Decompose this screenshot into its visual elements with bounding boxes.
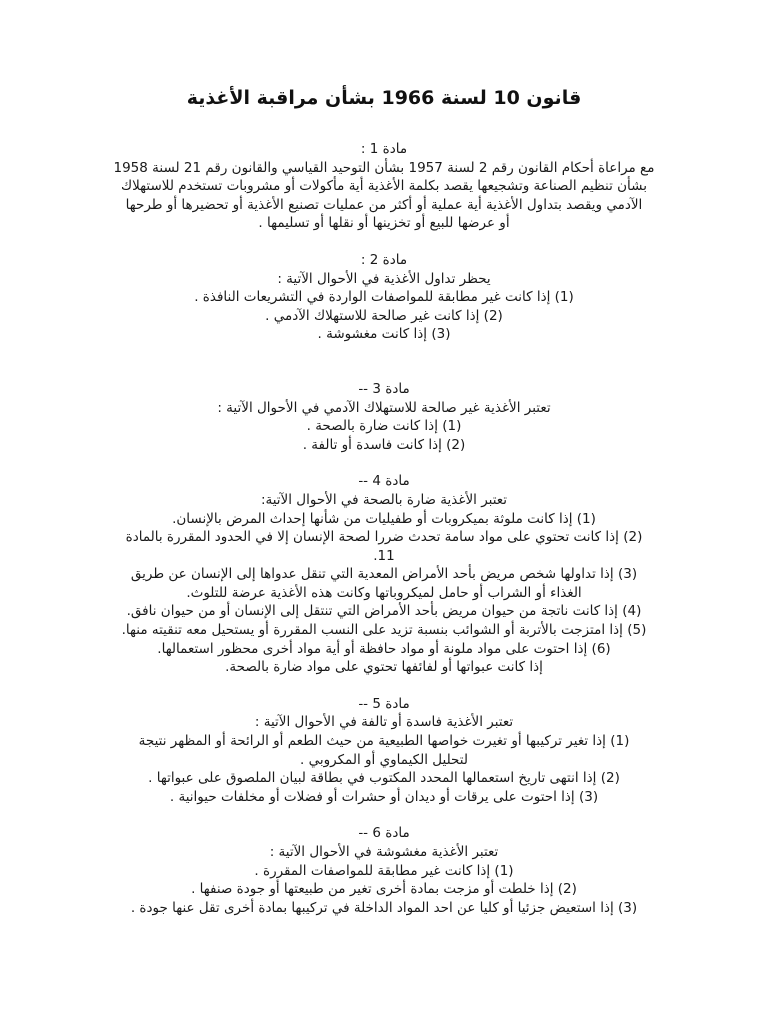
article-line: 11. [373,547,395,564]
article-line: تعتبر الأغذية ضارة بالصحة في الأحوال الآتية: [260,491,508,508]
article-line: (2) إذا خلطت أو مزجت بمادة أخرى تغير من طبيعتها أو جودة صنفها . [191,881,577,898]
article-line: (2) إذا انتهى تاريخ استعمالها المحدد المكتوب في بطاقة لبيان الملصوق على عبواتها . [148,770,620,787]
article-2 [110,251,658,344]
article-line: (3) إذا كانت مغشوشة . [317,326,451,343]
article-heading: مادة 6 -- [358,825,410,842]
article-line: (1) إذا تغير تركيبها أو تغيرت خواصها الطبيعية من حيث الطعم أو الرائحة أو المظهر نتيجة [138,733,630,750]
article-4 [110,472,658,677]
article-line: (1) إذا كانت غير مطابقة للمواصفات الواردة في التشريعات النافذة . [194,289,574,306]
article-line: الآدمي ويقصد بتداول الأغذية أية عملية أو أكثر من عمليات تصنيع الأغذية أو تحضيرها أو طرحها [125,196,643,213]
article-line: تعتبر الأغذية فاسدة أو تالفة في الأحوال الآتية : [254,714,514,731]
article-line: (1) إذا كانت ملوثة بميكروبات أو طفيليات من شأنها إحداث المرض بالإنسان. [172,510,596,527]
article-line: (2) إذا كانت غير صالحة للاستهلاك الآدمي . [265,307,503,324]
article-heading: مادة 4 -- [358,473,410,490]
article-line: يحظر تداول الأغذية في الأحوال الآتية : [277,270,491,287]
article-line: (3) إذا تداولها شخص مريض بأحد الأمراض المعدية التي تنقل عدواها إلى الإنسان عن طريق [130,566,638,583]
article-line: (4) إذا كانت ناتجة من حيوان مريض بأحد الأمراض التي تنتقل إلى الإنسان أو من حيوان نافق. [126,603,642,620]
article-5 [110,695,658,807]
article-line: (1) إذا كانت غير مطابقة للمواصفات المقررة . [254,862,514,879]
article-line: إذا كانت عبواتها أو لفائفها تحتوي على مواد ضارة بالصحة. [225,659,543,676]
article-line: لتحليل الكيماوي أو المكروبي . [300,751,468,768]
article-line: (5) إذا امتزجت بالأتربة أو الشوائب بنسبة تزيد على النسب المقررة أو يستحيل معه تنقيته منها. [121,622,647,639]
article-heading: مادة 2 : [360,251,408,268]
article-line: بشأن تنظيم الصناعة وتشجيعها يقصد بكلمة الأغذية أية مأكولات أو مشروبات تستخدم للاستهلاك [121,178,647,195]
article-6 [110,824,658,917]
article-1 [110,140,658,233]
article-line: (3) إذا استعيض جزئيا أو كليا عن احد المواد الداخلة في تركيبها بمادة أخرى تقل عنها جودة . [130,899,638,916]
article-line: (2) إذا كانت تحتوي على مواد سامة تحدث ضررا لصحة الإنسان إلا في الحدود المقررة بالمادة [125,529,643,546]
article-3 [110,380,658,454]
article-line: (6) إذا احتوت على مواد ملونة أو مواد حافظة أو أية مواد أخرى محظور استعمالها. [157,640,611,657]
article-line: (1) إذا كانت ضارة بالصحة . [306,418,462,435]
article-line: تعتبر الأغذية غير صالحة للاستهلاك الآدمي في الأحوال الآتية : [217,399,551,416]
article-line: أو عرضها للبيع أو تخزينها أو نقلها أو تسليمها . [258,215,510,232]
article-heading: مادة 3 -- [358,380,410,397]
article-heading: مادة 1 : [360,141,408,157]
article-line: (2) إذا كانت فاسدة أو تالفة . [302,436,466,453]
article-heading: مادة 5 -- [358,695,410,712]
page-title: قانون 10 لسنة 1966 بشأن مراقبة الأغذية [186,87,582,109]
article-line: تعتبر الأغذية مغشوشة في الأحوال الآتية : [269,844,499,860]
article-line: مع مراعاة أحكام القانون رقم 2 لسنة 1957 بشأن التوحيد القياسي والقانون رقم 21 لسنة 1958 [113,159,655,176]
article-line: (3) إذا احتوت على يرقات أو ديدان أو حشرات أو فضلات أو مخلفات حيوانية . [169,788,599,805]
article-line: الغذاء أو الشراب أو حامل لميكروباتها وكانت هذه الأغذية عرضة للتلوث. [186,584,582,601]
